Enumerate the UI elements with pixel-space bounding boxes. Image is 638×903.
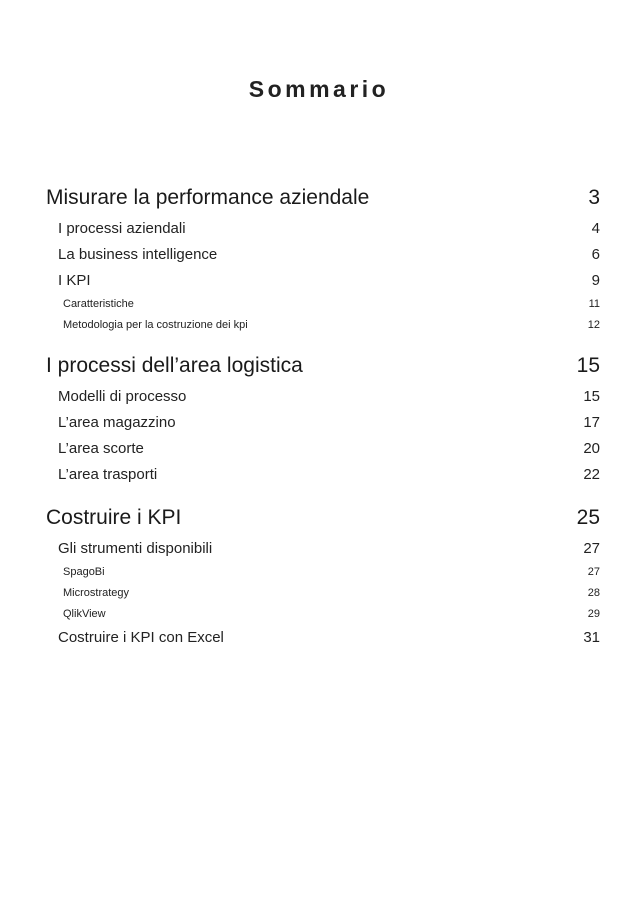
toc-entry-label: Microstrategy [63, 587, 130, 599]
toc-entry [46, 268, 600, 294]
toc-entry-label: Costruire i KPI con Excel [58, 629, 224, 646]
page-title: Sommario [248, 76, 390, 102]
toc-entry-label: L’area trasporti [58, 466, 158, 483]
toc-entry-label: I KPI [58, 272, 91, 289]
toc-entry-page: 25 [576, 506, 600, 529]
toc-entry-page: 15 [583, 388, 600, 405]
toc-entry-page: 27 [583, 540, 600, 557]
toc-entry-label: Gli strumenti disponibili [58, 540, 213, 557]
toc-entry [46, 180, 600, 216]
toc-entry-page: 12 [587, 319, 600, 331]
toc-entry [46, 294, 600, 315]
toc-entry-page: 31 [583, 629, 600, 646]
toc-entry-label: Caratteristiche [63, 298, 134, 310]
toc-entry-page: 20 [583, 440, 600, 457]
toc-entry-page: 27 [587, 566, 600, 578]
toc-entry [46, 462, 600, 488]
toc-entry [46, 436, 600, 462]
toc-entry-page: 6 [591, 246, 600, 263]
toc-entry-label: Misurare la performance aziendale [46, 186, 370, 209]
toc-entry-page: 3 [588, 186, 600, 209]
toc-entry-label: L’area scorte [58, 440, 144, 457]
toc-entry-page: 4 [591, 220, 600, 237]
toc-entry-label: I processi aziendali [58, 220, 186, 237]
toc-entry-label: La business intelligence [58, 246, 218, 263]
toc-entry-page: 15 [576, 354, 600, 377]
toc-entry [46, 315, 600, 336]
toc-entry-label: Modelli di processo [58, 388, 187, 405]
toc-entry-page: 9 [591, 272, 600, 289]
toc-entry-label: Costruire i KPI [46, 506, 182, 529]
toc-entry [46, 384, 600, 410]
toc-entry [46, 604, 600, 625]
toc-entry-page: 29 [587, 608, 600, 620]
toc-entry [46, 348, 600, 384]
toc-entry [46, 500, 600, 536]
toc-entry-label: QlikView [63, 608, 106, 620]
toc-entry-label: I processi dell’area logistica [46, 354, 303, 377]
toc-entry [46, 536, 600, 562]
toc-entry-label: Metodologia per la costruzione dei kpi [63, 319, 248, 331]
toc-entry [46, 562, 600, 583]
toc-entry-label: L’area magazzino [58, 414, 176, 431]
toc-entry [46, 625, 600, 651]
toc-entry-page: 17 [583, 414, 600, 431]
table-of-contents [46, 180, 600, 651]
toc-entry-page: 28 [587, 587, 600, 599]
toc-entry [46, 242, 600, 268]
toc-entry [46, 216, 600, 242]
toc-entry-label: SpagoBi [63, 566, 105, 578]
toc-entry [46, 410, 600, 436]
toc-entry [46, 583, 600, 604]
toc-entry-page: 11 [588, 298, 600, 310]
toc-entry-page: 22 [583, 466, 600, 483]
